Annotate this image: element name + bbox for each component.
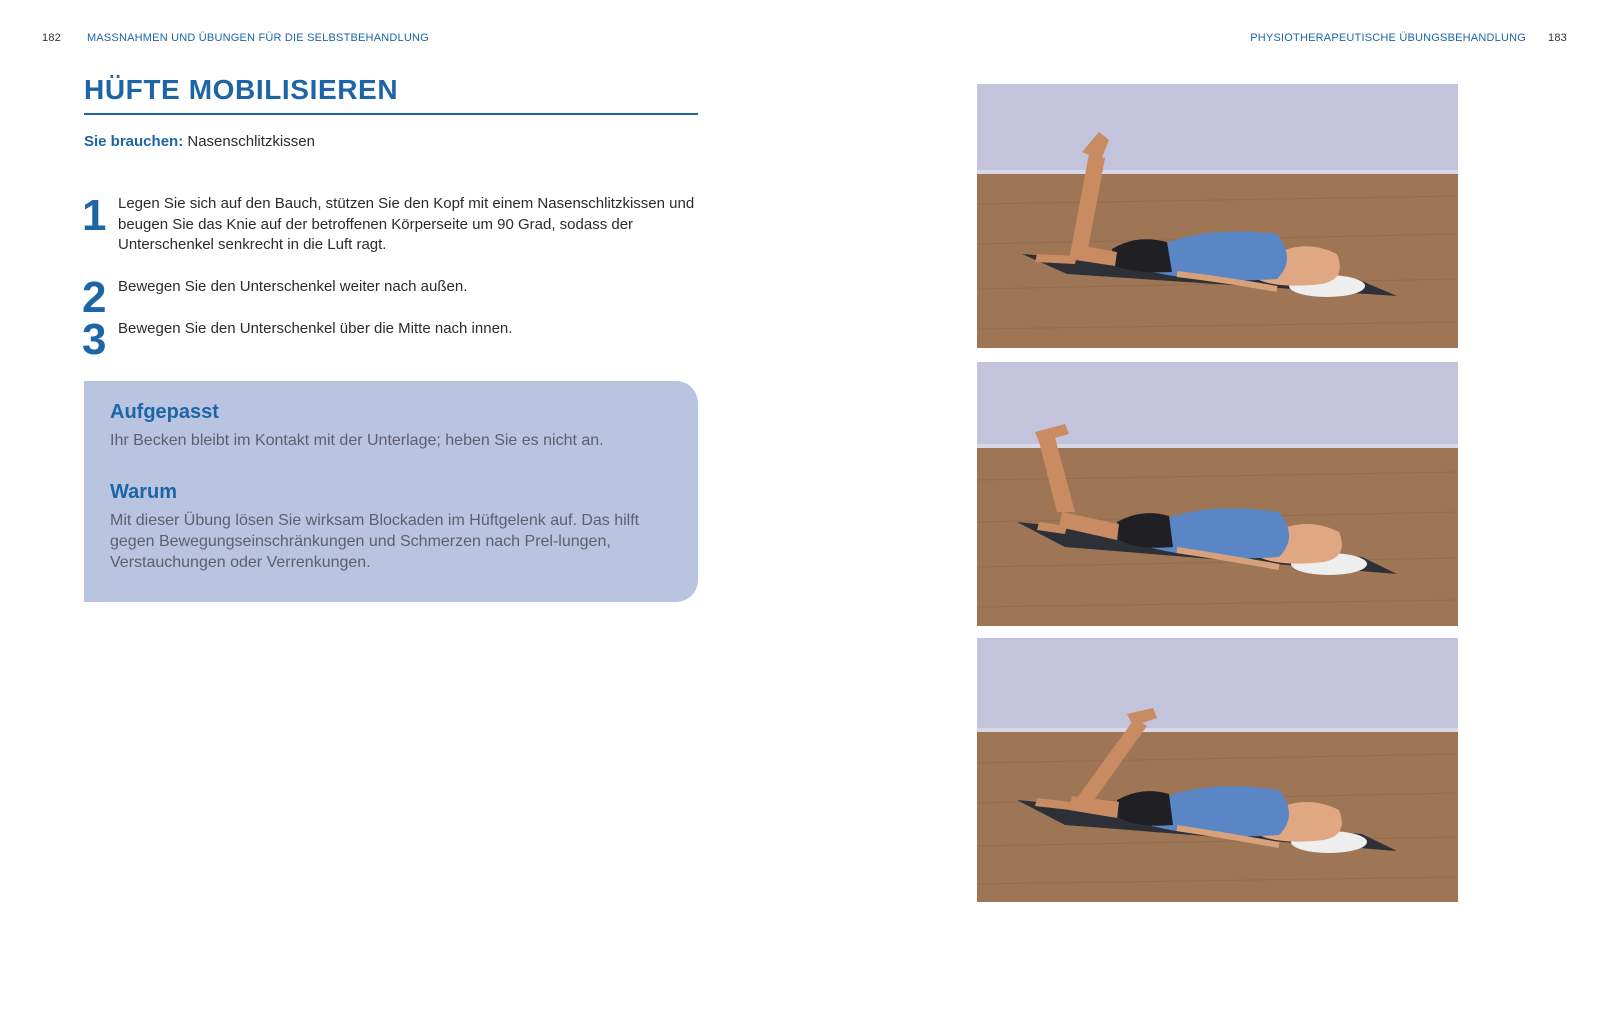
title-rule xyxy=(84,113,698,115)
exercise-title: HÜFTE MOBILISIEREN xyxy=(84,74,399,105)
step-number: 1 xyxy=(82,191,107,240)
exercise-photo-step-2 xyxy=(977,362,1458,626)
exercise-photo-step-3 xyxy=(977,638,1458,902)
info-box xyxy=(84,381,698,602)
right-running-title: PHYSIOTHERAPEUTISCHE ÜBUNGSBEHANDLUNG xyxy=(1250,32,1526,44)
equipment-value: Nasenschlitzkissen xyxy=(187,133,315,150)
right-page-number: 183 xyxy=(1548,32,1567,44)
step-text: Bewegen Sie den Unterschenkel über die Mitte nach innen. xyxy=(118,320,513,337)
exercise-photo-step-1 xyxy=(977,84,1458,348)
left-page-number: 182 xyxy=(42,32,61,44)
reason-text: Mit dieser Übung lösen Sie wirksam Blockaden im Hüftgelenk auf. Das hilft gegen Bewegungseinschränkungen und Schmerzen nach Prel-lungen, Verstauchungen oder Verrenkungen. xyxy=(110,512,640,571)
exercise-photo-step-1-figure xyxy=(977,84,1458,348)
equipment-needed xyxy=(84,133,315,150)
step-number: 2 xyxy=(82,273,107,322)
exercise-photo-step-2-figure xyxy=(977,362,1458,626)
step-text: Bewegen Sie den Unterschenkel weiter nach außen. xyxy=(118,278,468,295)
step-text: Legen Sie sich auf den Bauch, stützen Sie den Kopf mit einem Nasenschlitzkissen und beugen Sie das Knie auf der betroffenen Körperseite um 90 Grad, sodass der Unterschenkel senkrecht in die Luft ragt. xyxy=(118,195,695,253)
caution-text: Ihr Becken bleibt im Kontakt mit der Unterlage; heben Sie es nicht an. xyxy=(110,432,604,449)
step-number: 3 xyxy=(82,315,107,364)
left-running-title: MASSNAHMEN UND ÜBUNGEN FÜR DIE SELBSTBEHANDLUNG xyxy=(87,32,429,44)
caution-heading: Aufgepasst xyxy=(110,401,219,423)
reason-heading: Warum xyxy=(110,481,178,503)
equipment-label: Sie brauchen: xyxy=(84,133,184,150)
exercise-photo-step-3-figure xyxy=(977,638,1458,902)
